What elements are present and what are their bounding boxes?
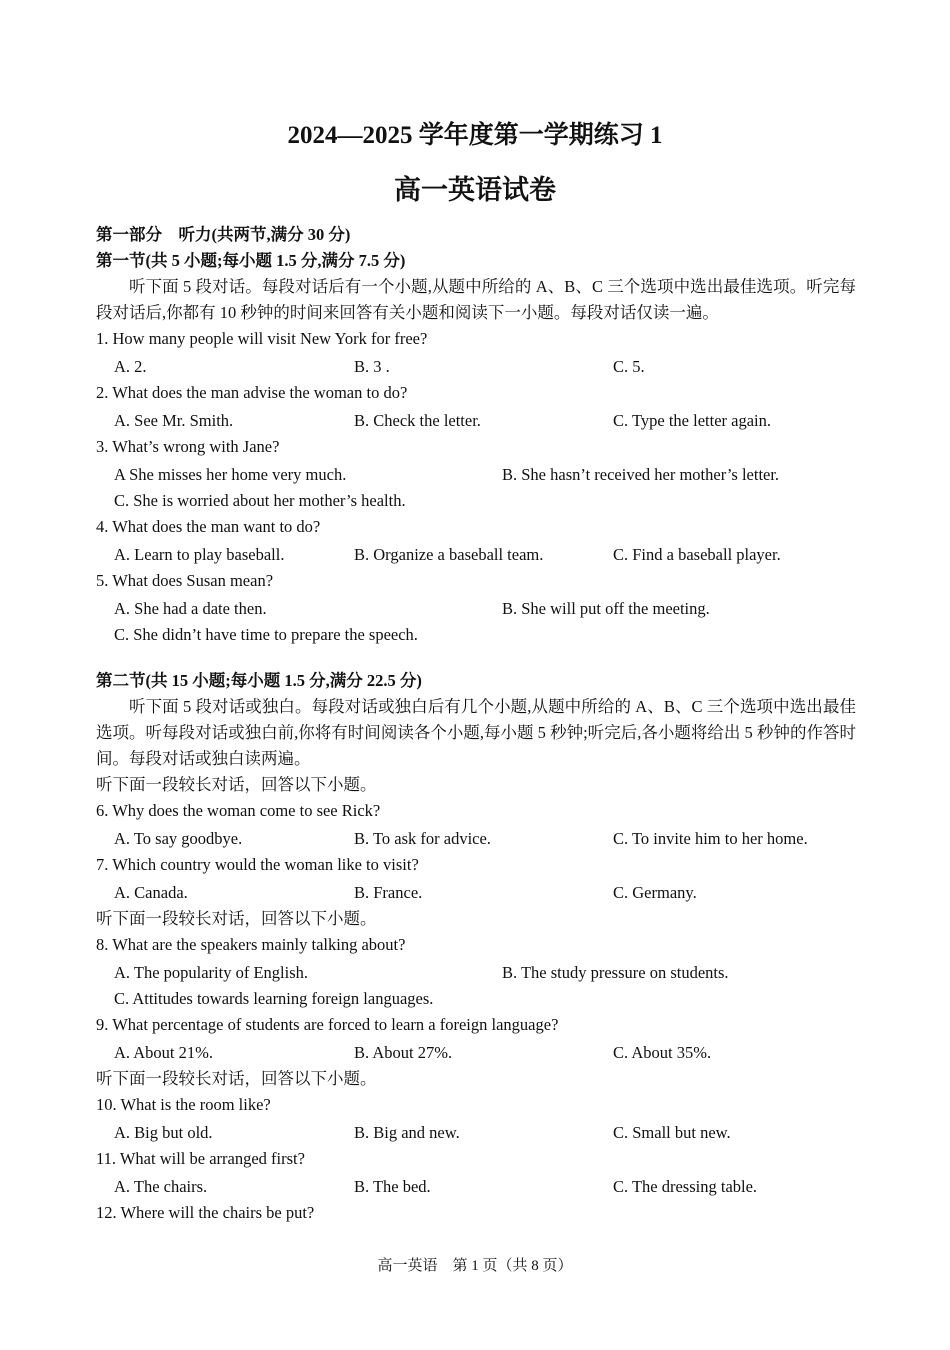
option-c: C. The dressing table. — [613, 1177, 758, 1196]
question-7: 7. Which country would the woman like to visit? — [96, 855, 419, 874]
option-c: C. Germany. — [613, 883, 697, 902]
question-12: 12. Where will the chairs be put? — [96, 1203, 315, 1222]
option-b: B. France. — [354, 883, 423, 902]
option-b: B. The study pressure on students. — [502, 963, 729, 982]
listen-prompt: 听下面一段较长对话，回答以下小题。 — [96, 909, 377, 928]
question-11: 11. What will be arranged first? — [96, 1149, 305, 1168]
question-9-options — [96, 1040, 856, 1066]
option-a: A. Canada. — [114, 883, 188, 902]
section2-instructions: 听下面 5 段对话或独白。每段对话或独白后有几个小题,从题中所给的 A、B、C 三个选项中选出最佳选项。听每段对话或独白前,你将有时间阅读各个小题,每小题 5 秒钟;听完后,各小题将给出 5 秒钟的作答时间。每段对话或独白读两遍。 — [96, 697, 856, 768]
question-6: 6. Why does the woman come to see Rick? — [96, 801, 381, 820]
option-b: B. To ask for advice. — [354, 829, 491, 848]
option-a: A. She had a date then. — [114, 599, 267, 618]
question-5: 5. What does Susan mean? — [96, 571, 274, 590]
question-10: 10. What is the room like? — [96, 1095, 271, 1114]
option-b: B. The bed. — [354, 1177, 431, 1196]
question-4-options — [96, 542, 856, 568]
question-8-options-row1 — [96, 960, 856, 986]
option-c: C. Small but new. — [613, 1123, 731, 1142]
question-7-options — [96, 880, 856, 906]
option-c: C. Type the letter again. — [613, 411, 771, 430]
option-b: B. She hasn’t received her mother’s letter. — [502, 465, 780, 484]
option-b: B. She will put off the meeting. — [502, 599, 710, 618]
section1-instructions: 听下面 5 段对话。每段对话后有一个小题,从题中所给的 A、B、C 三个选项中选出最佳选项。听完每段对话后,你都有 10 秒钟的时间来回答有关小题和阅读下一小题。每段对话仅读一遍。 — [96, 277, 856, 322]
question-3: 3. What’s wrong with Jane? — [96, 437, 280, 456]
question-6-options — [96, 826, 856, 852]
option-a: A. To say goodbye. — [114, 829, 243, 848]
option-a: A She misses her home very much. — [114, 465, 347, 484]
option-b: B. Check the letter. — [354, 411, 481, 430]
option-c: C. Find a baseball player. — [613, 545, 781, 564]
exam-title: 2024—2025 学年度第一学期练习 1 — [287, 122, 663, 149]
question-5-options-row1 — [96, 596, 856, 622]
section2-heading: 第二节(共 15 小题;每小题 1.5 分,满分 22.5 分) — [96, 671, 422, 690]
option-c: C. 5. — [613, 357, 645, 376]
question-10-options — [96, 1120, 856, 1146]
option-a: A. Big but old. — [114, 1123, 213, 1142]
option-a: A. The popularity of English. — [114, 963, 309, 982]
question-1: 1. How many people will visit New York for free? — [96, 329, 428, 348]
option-c: C. To invite him to her home. — [613, 829, 808, 848]
option-b: B. Organize a baseball team. — [354, 545, 544, 564]
question-3-options-row1 — [96, 462, 856, 488]
option-c: C. About 35%. — [613, 1043, 712, 1062]
option-a: A. See Mr. Smith. — [114, 411, 234, 430]
section1-heading: 第一节(共 5 小题;每小题 1.5 分,满分 7.5 分) — [96, 251, 406, 270]
question-1-options — [96, 354, 856, 380]
question-9: 9. What percentage of students are forced to learn a foreign language? — [96, 1015, 559, 1034]
option-c: C. She didn’t have time to prepare the speech. — [114, 625, 418, 644]
listen-prompt: 听下面一段较长对话，回答以下小题。 — [96, 775, 377, 794]
option-c: C. Attitudes towards learning foreign languages. — [114, 989, 434, 1008]
exam-content — [96, 222, 856, 1226]
option-a: A. About 21%. — [114, 1043, 213, 1062]
option-a: A. Learn to play baseball. — [114, 545, 285, 564]
option-c: C. She is worried about her mother’s health. — [114, 491, 406, 510]
option-b: B. Big and new. — [354, 1123, 460, 1142]
part1-heading: 第一部分 听力(共两节,满分 30 分) — [96, 225, 351, 244]
page-footer: 高一英语 第 1 页（共 8 页） — [377, 1258, 573, 1274]
option-b: B. About 27%. — [354, 1043, 453, 1062]
option-a: A. 2. — [114, 357, 147, 376]
question-2: 2. What does the man advise the woman to do? — [96, 383, 408, 402]
option-a: A. The chairs. — [114, 1177, 208, 1196]
question-8: 8. What are the speakers mainly talking about? — [96, 935, 406, 954]
exam-subtitle: 高一英语试卷 — [394, 175, 556, 205]
option-b: B. 3 . — [354, 357, 390, 376]
listen-prompt: 听下面一段较长对话，回答以下小题。 — [96, 1069, 377, 1088]
question-4: 4. What does the man want to do? — [96, 517, 321, 536]
question-2-options — [96, 408, 856, 434]
question-11-options — [96, 1174, 856, 1200]
